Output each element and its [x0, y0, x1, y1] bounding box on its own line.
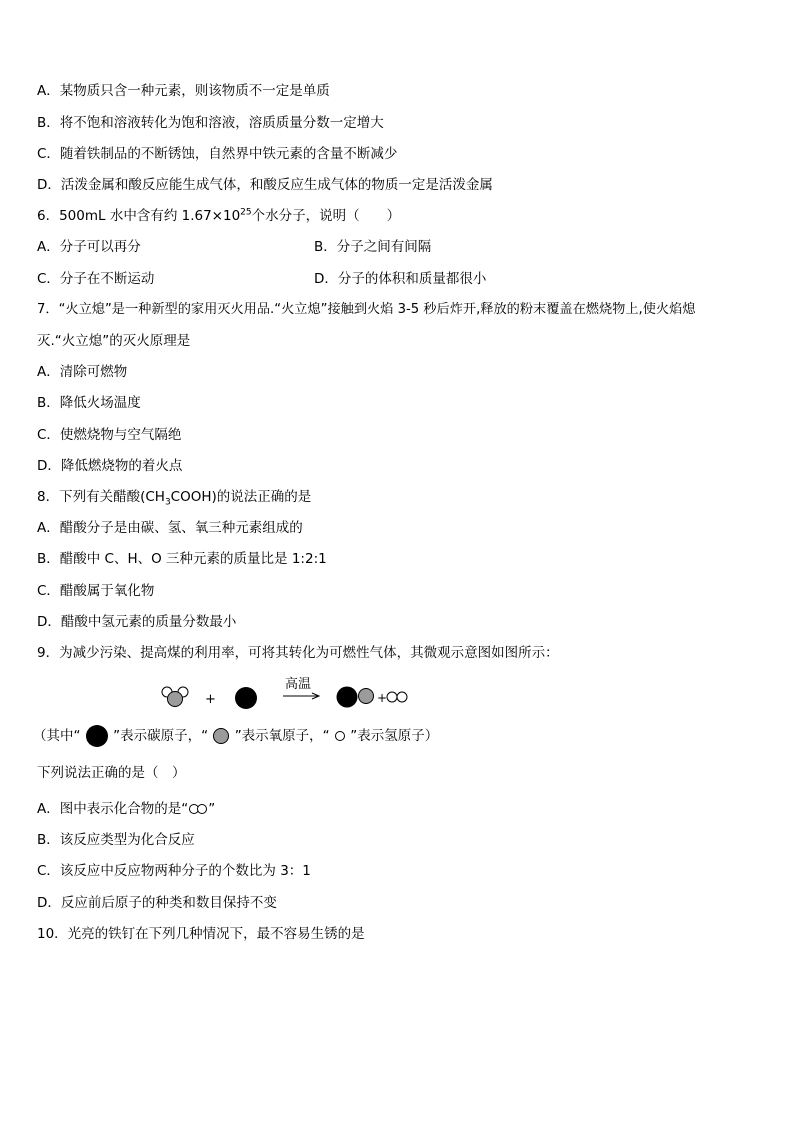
q9-option-a [37, 799, 215, 819]
q7-option-c: C．使燃烧物与空气隔绝 [37, 427, 182, 443]
carbon-atom [337, 687, 358, 708]
co-molecule [337, 687, 374, 708]
plus-sign: + [205, 692, 216, 707]
q9-option-c: C．该反应中反应物两种分子的个数比为 3：1 [37, 863, 311, 879]
hydrogen-atom [397, 692, 407, 702]
water-molecule [162, 687, 188, 707]
q9a-text: A．图中表示化合物的是“ [37, 801, 189, 817]
hydrogen-atom-icon [334, 730, 346, 742]
q8-option-a: A．醋酸分子是由碳、氢、氧三种元素组成的 [37, 520, 303, 536]
q8-text-b: COOH)的说法正确的是 [170, 489, 312, 505]
carbon-atom [235, 687, 257, 709]
legend-hydrogen: ”表示氢原子） [350, 728, 439, 744]
hydrogen-atom [387, 692, 397, 702]
q6-text-a: 6．500mL 水中含有约 1.67×10 [37, 208, 241, 224]
q9-option-b: B．该反应类型为化合反应 [37, 832, 195, 848]
q6-option-c: C．分子在不断运动 [37, 271, 155, 287]
plus-sign: + [377, 691, 388, 705]
legend-carbon: ”表示碳原子，“ [113, 728, 209, 744]
q6-option-b: B．分子之间有间隔 [314, 239, 432, 255]
legend-oxygen: ”表示氧原子，“ [234, 728, 330, 744]
diagram-legend [33, 724, 438, 748]
carbon-atom-icon [85, 724, 109, 748]
q8-subscript: 3 [164, 497, 171, 508]
oxygen-atom-icon [212, 727, 230, 745]
question-10: 10．光亮的铁钉在下列几种情况下，最不容易生锈的是 [37, 926, 365, 942]
q8-option-c: C．醋酸属于氧化物 [37, 583, 155, 599]
question-6 [37, 206, 400, 226]
q7-option-d: D．降低燃烧物的着火点 [37, 458, 183, 474]
q6-option-d: D．分子的体积和质量都很小 [314, 271, 487, 287]
q8-option-b: B．醋酸中 C、H、O 三种元素的质量比是 1:2:1 [37, 551, 327, 567]
hydrogen-molecule [387, 692, 407, 702]
oxygen-atom [359, 689, 374, 704]
q6-exponent: 25 [240, 207, 252, 218]
question-7-line1: 7．“火立熄”是一种新型的家用灭火用品.“火立熄”接触到火焰 3-5 秒后炸开,释放的粉末覆盖在燃烧物上,使火焰熄 [37, 302, 696, 317]
question-8 [37, 487, 311, 507]
reaction-diagram [0, 676, 794, 720]
line-5d: D．活泼金属和酸反应能生成气体，和酸反应生成气体的物质一定是活泼金属 [37, 177, 493, 193]
q7-option-a: A．清除可燃物 [37, 364, 128, 380]
reaction-condition: 高温 [285, 677, 312, 692]
line-5c: C．随着铁制品的不断锈蚀，自然界中铁元素的含量不断减少 [37, 146, 398, 162]
legend-open: （其中“ [33, 728, 81, 744]
q8-text-a: 8．下列有关醋酸(CH [37, 489, 165, 505]
oxygen-atom [168, 692, 183, 707]
question-9: 9．为减少污染、提高煤的利用率，可将其转化为可燃性气体，其微观示意图如图所示： [37, 645, 559, 661]
q9-prompt: 下列说法正确的是（ ） [37, 765, 186, 781]
line-5a: A．某物质只含一种元素，则该物质不一定是单质 [37, 83, 330, 99]
q8-option-d: D．醋酸中氢元素的质量分数最小 [37, 614, 237, 630]
q9-option-d: D．反应前后原子的种类和数目保持不变 [37, 895, 277, 911]
q7-option-b: B．降低火场温度 [37, 395, 141, 411]
q6-text-b: 个水分子，说明（ ） [251, 208, 401, 224]
hydrogen-molecule-icon [188, 803, 208, 815]
question-7-line2: 灭.“火立熄”的灭火原理是 [37, 333, 191, 349]
q6-option-a: A．分子可以再分 [37, 239, 141, 255]
q9a-close: ” [208, 801, 216, 817]
line-5b: B．将不饱和溶液转化为饱和溶液，溶质质量分数一定增大 [37, 115, 384, 131]
